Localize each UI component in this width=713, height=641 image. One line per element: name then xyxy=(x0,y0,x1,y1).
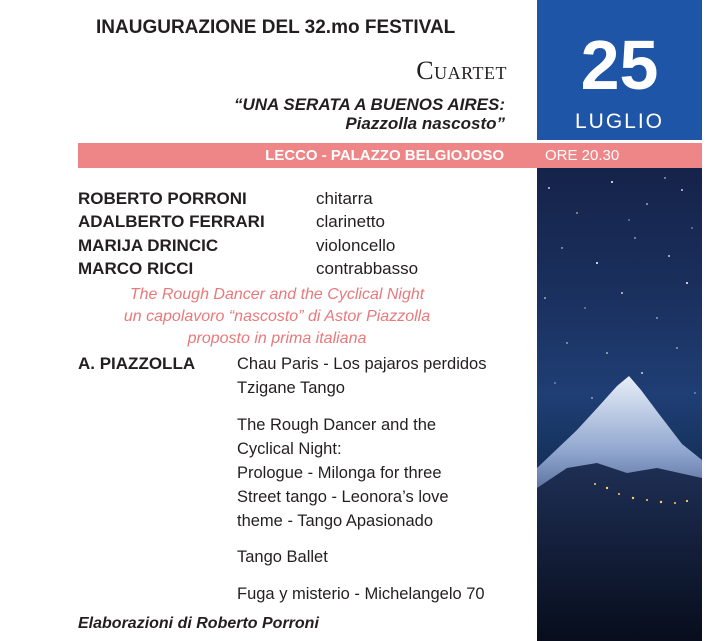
note-line-3: proposto in prima italiana xyxy=(187,330,367,347)
program-line: Fuga y misterio - Michelangelo 70 xyxy=(237,585,485,603)
date-box xyxy=(537,0,702,140)
program-line: Street tango - Leonora’s love xyxy=(237,488,449,506)
date-day: 25 xyxy=(580,26,659,104)
performer-name: ROBERTO PORRONI xyxy=(78,189,247,208)
performer-name: MARIJA DRINCIC xyxy=(78,236,219,255)
program-line: The Rough Dancer and the xyxy=(237,416,437,434)
performer-instrument: chitarra xyxy=(316,189,373,208)
note-line-1: The Rough Dancer and the Cyclical Night xyxy=(129,286,425,303)
performer-instrument: violoncello xyxy=(316,236,396,255)
program-line: theme - Tango Apasionado xyxy=(237,512,434,530)
venue-location: LECCO - PALAZZO BELGIOJOSO xyxy=(265,147,504,164)
program-line: Chau Paris - Los pajaros perdidos xyxy=(237,355,487,373)
performer-instrument: clarinetto xyxy=(316,212,385,231)
concert-subtitle xyxy=(234,95,505,133)
arrangements-credit: Elaborazioni di Roberto Porroni xyxy=(78,615,319,632)
performer-name: MARCO RICCI xyxy=(78,259,194,278)
performer-instrument: contrabbasso xyxy=(316,259,419,278)
ensemble-name: Cuartet xyxy=(416,56,507,85)
venue-bar xyxy=(78,143,537,168)
mountain-night-photo xyxy=(537,168,702,641)
program-line: Tzigane Tango xyxy=(237,379,345,397)
program-line: Prologue - Milonga for three xyxy=(237,464,442,482)
program-line: Tango Ballet xyxy=(237,548,328,566)
stars xyxy=(544,177,695,398)
subtitle-line-2: Piazzolla nascosto” xyxy=(345,114,505,133)
venue-time: ORE 20.30 xyxy=(545,147,620,164)
composer-name: A. PIAZZOLLA xyxy=(78,354,196,373)
subtitle-line-1: “UNA SERATA A BUENOS AIRES: xyxy=(233,95,505,114)
performer-name: ADALBERTO FERRARI xyxy=(78,212,265,231)
date-month: LUGLIO xyxy=(574,110,665,133)
note-line-2: un capolavoro “nascosto” di Astor Piazzolla xyxy=(123,308,431,325)
program-line: Cyclical Night: xyxy=(237,440,342,458)
time-bar xyxy=(537,143,702,168)
festival-title: INAUGURAZIONE DEL 32.mo FESTIVAL xyxy=(96,17,456,38)
